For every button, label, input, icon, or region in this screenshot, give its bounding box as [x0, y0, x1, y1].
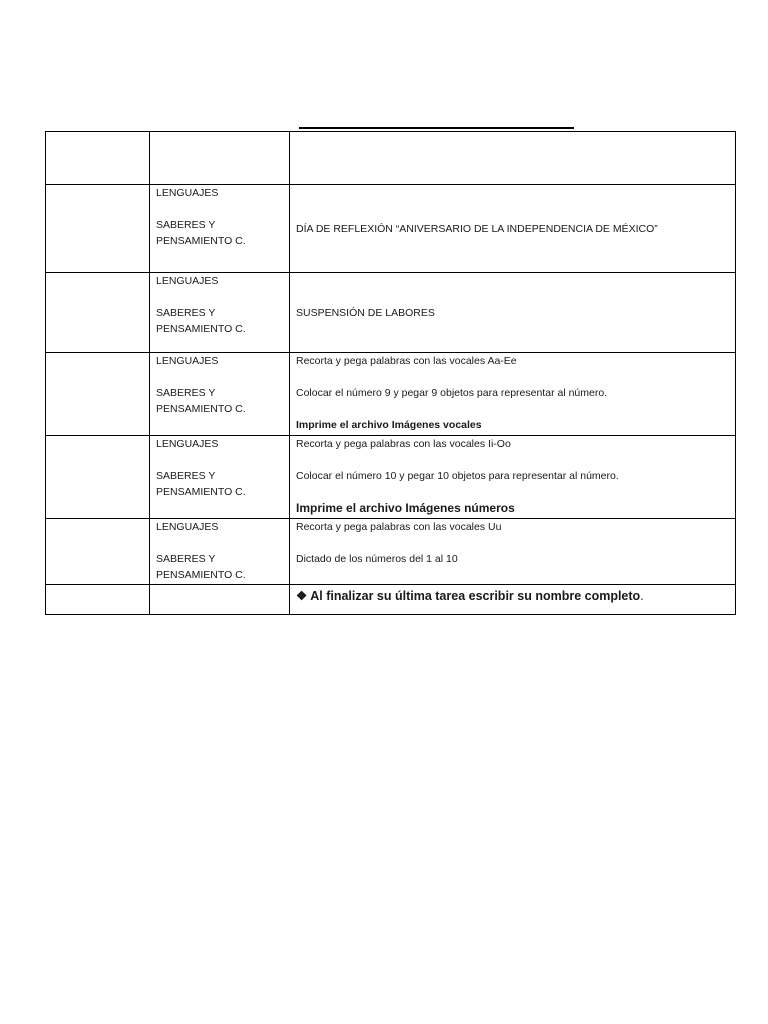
header-cell-activity [290, 132, 736, 185]
subject-cell [150, 519, 290, 585]
subject-label: SABERES Y PENSAMIENTO C. [156, 553, 246, 581]
activity-text: Imprime el archivo Imágenes números [296, 501, 515, 515]
activity-text: DÍA DE REFLEXIÓN “ANIVERSARIO DE LA INDEPENDENCIA DE MÉXICO” [296, 222, 658, 235]
table-row [46, 519, 736, 585]
table-row [46, 436, 736, 519]
header-cell-day [46, 132, 150, 185]
table-row [46, 353, 736, 436]
subject-label: LENGUAJES [156, 275, 219, 287]
subject-cell [150, 185, 290, 273]
day-cell [46, 353, 150, 436]
subject-label: SABERES Y PENSAMIENTO C. [156, 219, 246, 247]
subject-label: SABERES Y PENSAMIENTO C. [156, 387, 246, 415]
activity-cell [290, 273, 736, 353]
activity-text: Recorta y pega palabras con las vocales Ii-Oo [296, 438, 511, 450]
final-note-text: Al finalizar su última tarea escribir su nombre completo [310, 589, 641, 603]
title-underline [299, 127, 574, 129]
header-cell-subject [150, 132, 290, 185]
table-row [46, 585, 736, 615]
subject-label: SABERES Y PENSAMIENTO C. [156, 470, 246, 498]
activity-text: Colocar el número 10 y pegar 10 objetos para representar al número. [296, 470, 619, 482]
final-note-period: . [640, 589, 644, 603]
activity-cell [290, 185, 736, 273]
activity-cell [290, 436, 736, 519]
activity-text: Dictado de los números del 1 al 10 [296, 553, 458, 565]
activity-text: SUSPENSIÓN DE LABORES [296, 306, 435, 319]
subject-cell [150, 353, 290, 436]
activity-text: Imprime el archivo Imágenes vocales [296, 419, 482, 431]
activity-text: Colocar el número 9 y pegar 9 objetos para representar al número. [296, 387, 608, 399]
subject-label: LENGUAJES [156, 355, 219, 367]
activity-text: Recorta y pega palabras con las vocales Uu [296, 521, 502, 533]
subject-label: SABERES Y PENSAMIENTO C. [156, 307, 246, 335]
subject-label: LENGUAJES [156, 521, 219, 533]
table-row [46, 185, 736, 273]
day-cell [46, 436, 150, 519]
table-header-row [46, 132, 736, 185]
subject-cell [150, 585, 290, 615]
activity-cell [290, 353, 736, 436]
subject-label: LENGUAJES [156, 187, 219, 199]
subject-cell [150, 273, 290, 353]
activity-text: Recorta y pega palabras con las vocales Aa-Ee [296, 355, 517, 367]
day-cell [46, 519, 150, 585]
lesson-plan-table [45, 131, 736, 615]
day-cell [46, 185, 150, 273]
final-note-cell [290, 585, 736, 615]
day-cell [46, 273, 150, 353]
subject-cell [150, 436, 290, 519]
table-row [46, 273, 736, 353]
day-cell [46, 585, 150, 615]
subject-label: LENGUAJES [156, 438, 219, 450]
diamond-bullet-icon: ❖ [296, 589, 308, 603]
activity-cell [290, 519, 736, 585]
